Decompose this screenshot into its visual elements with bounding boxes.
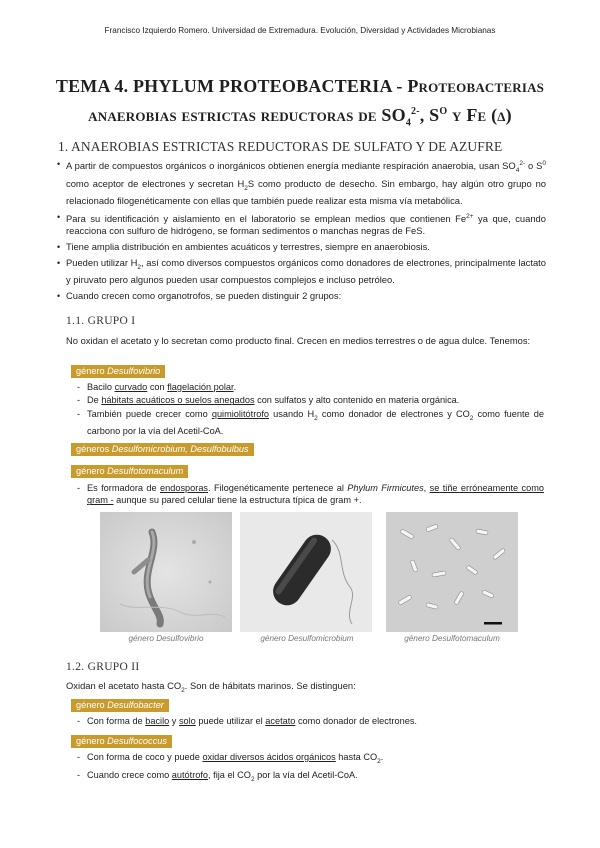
caption: género Desulfotomaculum <box>404 634 500 643</box>
bullet-item: • A partir de compuestos orgánicos o inorgánicos obtienen energía mediante respiración anaerobia, usan $SO_4^{2-}$ o $S^0$ como aceptor de electrones y secretan $H_2S$ como producto de desecho. Sin embargo, hay algún otro grupo no relacionado filogenéticamente con ellas que también puede realizar esta misma vía metabólica. <box>58 158 546 208</box>
bullet-item: • Tiene amplia distribución en ambientes acuáticos y terrestres, siempre en anaerobiosis. <box>58 241 546 254</box>
subsection-title: 1.2. GRUPO II <box>66 661 140 673</box>
group2-intro: Oxidan el acetato hasta $CO_2$. Son de hábitats marinos. Se distinguen: <box>66 680 356 694</box>
group1-intro: No oxidan el acetato y lo secretan como producto final. Crecen en medios terrestres o de agua dulce. Tenemos: <box>66 335 531 346</box>
subsection-title: 1.1. GRUPO I <box>66 315 136 327</box>
genus-tag-desulfotomaculum: género Desulfotomaculum <box>71 465 188 478</box>
dash-list <box>76 381 544 438</box>
micrograph-desulfotomaculum <box>386 512 518 632</box>
bullet-item: • Para su identificación y aislamiento en el laboratorio se emplean medios que contienen $Fe^{2+}$ ya que, cuando reacciona con sulfuro de hidrógeno, se forman sedimentos o manchas negras de FeS. <box>58 211 546 238</box>
bullet-item: • Cuando crecen como organotrofos, se pueden distinguir 2 grupos: <box>58 290 546 303</box>
list-item: - De hábitats acuáticos o suelos anegados con sulfatos y alto contenido en materia orgánica. <box>76 394 544 406</box>
list-item: - Bacilo curvado con flagelación polar. <box>76 381 544 393</box>
list-item: - Con forma de coco y puede oxidar diversos ácidos orgánicos hasta $CO_2$. <box>76 751 544 768</box>
bullet-item: • Pueden utilizar $H_2$, así como diversos compuestos orgánicos como donadores de electrones, principalmente lactato y piruvato pero algunos pueden usar compuestos complejos e incluso petróleo. <box>58 257 546 287</box>
page-title: TEMA 4. PHYLUM PROTEOBACTERIA - Proteobacterias anaerobias estrictas reductoras de $SO_4^{2-}$, $S^O$ y Fe (δ) <box>55 76 545 129</box>
genus-tag-desulfomicrobium: géneros Desulfomicrobium, Desulfobulbus <box>71 443 254 456</box>
dash-list <box>76 482 544 508</box>
genus-tag-desulfobacter: género Desulfobacter <box>71 699 169 712</box>
micrograph-desulfovibrio <box>100 512 232 632</box>
list-item: - También puede crecer como quimiolitótrofo usando $H_2$ como donador de electrones y $CO_2$ como fuente de carbono por la vía del Acetil-CoA. <box>76 408 544 438</box>
micrograph-desulfomicrobium <box>240 512 372 632</box>
section-title: 1. ANAEROBIAS ESTRICTAS REDUCTORAS DE SULFATO Y DE AZUFRE <box>58 139 503 154</box>
list-item: - Es formadora de endosporas. Filogenéticamente pertenece al Phylum Firmicutes, se tiñe erróneamente como gram - aunque su pared celular tiene la estructura típica de gram +. <box>76 482 544 507</box>
page-header: Francisco Izquierdo Romero. Universidad de Extremadura. Evolución, Diversidad y Actividades Microbianas <box>104 26 496 35</box>
caption: género Desulfovibrio <box>128 634 204 643</box>
genus-tag-desulfovibrio: género Desulfovibrio <box>71 365 165 378</box>
dash-list <box>76 751 544 787</box>
bullet-list <box>58 158 546 305</box>
genus-tag-desulfococcus: género Desulfococcus <box>71 735 172 748</box>
list-item: - Cuando crece como autótrofo, fija el $CO_2$ por la vía del Acetil-CoA. <box>76 769 544 786</box>
dash-list <box>76 715 544 728</box>
list-item: - Con forma de bacilo y solo puede utilizar el acetato como donador de electrones. <box>76 715 544 727</box>
caption: género Desulfomicrobium <box>260 634 354 643</box>
